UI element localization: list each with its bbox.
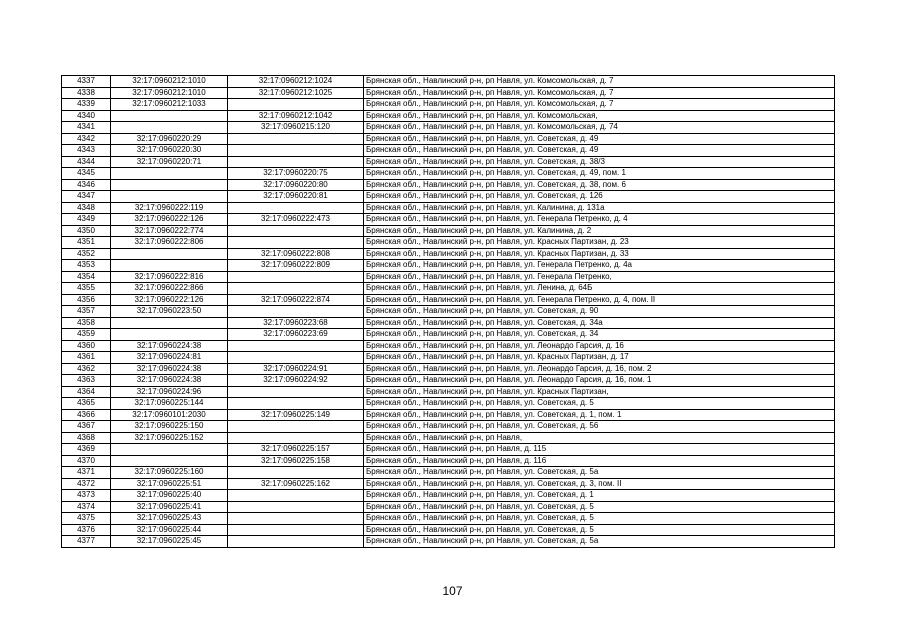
table-row xyxy=(62,363,835,375)
table-row xyxy=(62,306,835,318)
related-cadastral-number-cell xyxy=(228,421,364,433)
related-cadastral-number-cell: 32:17:0960222:808 xyxy=(228,248,364,260)
cadastral-number-cell: 32:17:0960225:152 xyxy=(111,432,228,444)
table-row xyxy=(62,536,835,548)
row-number-cell: 4355 xyxy=(62,283,111,295)
table-row xyxy=(62,329,835,341)
row-number-cell: 4376 xyxy=(62,524,111,536)
row-number-cell: 4351 xyxy=(62,237,111,249)
cadastral-number-cell: 32:17:0960222:119 xyxy=(111,202,228,214)
address-cell: Брянская обл., Навлинский р-н, рп Навля, ул. Комсомольская, д. 7 xyxy=(364,76,835,88)
cadastral-number-cell: 32:17:0960222:866 xyxy=(111,283,228,295)
table-row xyxy=(62,317,835,329)
row-number-cell: 4338 xyxy=(62,87,111,99)
row-number-cell: 4360 xyxy=(62,340,111,352)
related-cadastral-number-cell xyxy=(228,99,364,111)
table-row xyxy=(62,99,835,111)
table-row xyxy=(62,202,835,214)
address-cell: Брянская обл., Навлинский р-н, рп Навля, ул. Советская, д. 34 xyxy=(364,329,835,341)
address-cell: Брянская обл., Навлинский р-н, рп Навля, ул. Генерала Петренко, д. 4а xyxy=(364,260,835,272)
registry-table-body xyxy=(62,76,835,548)
table-row xyxy=(62,122,835,134)
address-cell: Брянская обл., Навлинский р-н, рп Навля, ул. Советская, д. 1, пом. 1 xyxy=(364,409,835,421)
row-number-cell: 4339 xyxy=(62,99,111,111)
address-cell: Брянская обл., Навлинский р-н, рп Навля, ул. Леонардо Гарсия, д. 16, пом. 1 xyxy=(364,375,835,387)
table-row xyxy=(62,398,835,410)
row-number-cell: 4356 xyxy=(62,294,111,306)
row-number-cell: 4373 xyxy=(62,490,111,502)
row-number-cell: 4337 xyxy=(62,76,111,88)
cadastral-number-cell xyxy=(111,260,228,272)
cadastral-number-cell xyxy=(111,122,228,134)
cadastral-number-cell: 32:17:0960225:51 xyxy=(111,478,228,490)
row-number-cell: 4365 xyxy=(62,398,111,410)
address-cell: Брянская обл., Навлинский р-н, рп Навля, ул. Советская, д. 34а xyxy=(364,317,835,329)
row-number-cell: 4348 xyxy=(62,202,111,214)
table-row xyxy=(62,237,835,249)
related-cadastral-number-cell: 32:17:0960223:69 xyxy=(228,329,364,341)
table-row xyxy=(62,248,835,260)
address-cell: Брянская обл., Навлинский р-н, рп Навля, ул. Советская, д. 56 xyxy=(364,421,835,433)
table-row xyxy=(62,271,835,283)
address-cell: Брянская обл., Навлинский р-н, рп Навля, ул. Красных Партизан, xyxy=(364,386,835,398)
cadastral-number-cell: 32:17:0960225:160 xyxy=(111,467,228,479)
related-cadastral-number-cell: 32:17:0960212:1024 xyxy=(228,76,364,88)
row-number-cell: 4350 xyxy=(62,225,111,237)
address-cell: Брянская обл., Навлинский р-н, рп Навля, ул. Генерала Петренко, xyxy=(364,271,835,283)
row-number-cell: 4371 xyxy=(62,467,111,479)
address-cell: Брянская обл., Навлинский р-н, рп Навля, ул. Советская, д. 5 xyxy=(364,398,835,410)
row-number-cell: 4369 xyxy=(62,444,111,456)
address-cell: Брянская обл., Навлинский р-н, рп Навля, ул. Советская, д. 5 xyxy=(364,501,835,513)
table-row xyxy=(62,225,835,237)
related-cadastral-number-cell xyxy=(228,432,364,444)
address-cell: Брянская обл., Навлинский р-н, рп Навля, xyxy=(364,432,835,444)
cadastral-number-cell: 32:17:0960224:38 xyxy=(111,375,228,387)
table-row xyxy=(62,110,835,122)
related-cadastral-number-cell: 32:17:0960225:157 xyxy=(228,444,364,456)
related-cadastral-number-cell: 32:17:0960220:80 xyxy=(228,179,364,191)
table-row xyxy=(62,478,835,490)
row-number-cell: 4344 xyxy=(62,156,111,168)
related-cadastral-number-cell xyxy=(228,467,364,479)
cadastral-number-cell: 32:17:0960222:816 xyxy=(111,271,228,283)
row-number-cell: 4340 xyxy=(62,110,111,122)
cadastral-number-cell: 32:17:0960222:126 xyxy=(111,214,228,226)
table-row xyxy=(62,444,835,456)
address-cell: Брянская обл., Навлинский р-н, рп Навля, ул. Советская, д. 5 xyxy=(364,513,835,525)
address-cell: Брянская обл., Навлинский р-н, рп Навля, ул. Советская, д. 49, пом. 1 xyxy=(364,168,835,180)
address-cell: Брянская обл., Навлинский р-н, рп Навля, ул. Советская, д. 49 xyxy=(364,145,835,157)
row-number-cell: 4343 xyxy=(62,145,111,157)
table-row xyxy=(62,145,835,157)
cadastral-number-cell: 32:17:0960220:71 xyxy=(111,156,228,168)
row-number-cell: 4358 xyxy=(62,317,111,329)
related-cadastral-number-cell xyxy=(228,271,364,283)
related-cadastral-number-cell xyxy=(228,513,364,525)
cadastral-number-cell: 32:17:0960220:30 xyxy=(111,145,228,157)
cadastral-number-cell: 32:17:0960223:50 xyxy=(111,306,228,318)
table-row xyxy=(62,156,835,168)
cadastral-number-cell xyxy=(111,191,228,203)
related-cadastral-number-cell xyxy=(228,156,364,168)
table-row xyxy=(62,340,835,352)
cadastral-number-cell: 32:17:0960222:126 xyxy=(111,294,228,306)
table-row xyxy=(62,168,835,180)
related-cadastral-number-cell xyxy=(228,340,364,352)
table-row xyxy=(62,133,835,145)
related-cadastral-number-cell: 32:17:0960220:75 xyxy=(228,168,364,180)
address-cell: Брянская обл., Навлинский р-н, рп Навля, ул. Леонардо Гарсия, д. 16 xyxy=(364,340,835,352)
address-cell: Брянская обл., Навлинский р-н, рп Навля, ул. Ленина, д. 64Б xyxy=(364,283,835,295)
related-cadastral-number-cell: 32:17:0960225:149 xyxy=(228,409,364,421)
address-cell: Брянская обл., Навлинский р-н, рп Навля, д. 115 xyxy=(364,444,835,456)
address-cell: Брянская обл., Навлинский р-н, рп Навля, д. 116 xyxy=(364,455,835,467)
related-cadastral-number-cell: 32:17:0960222:473 xyxy=(228,214,364,226)
table-row xyxy=(62,421,835,433)
row-number-cell: 4346 xyxy=(62,179,111,191)
related-cadastral-number-cell: 32:17:0960225:158 xyxy=(228,455,364,467)
row-number-cell: 4353 xyxy=(62,260,111,272)
page-number: 107 xyxy=(442,584,463,598)
table-row xyxy=(62,87,835,99)
cadastral-number-cell: 32:17:0960224:81 xyxy=(111,352,228,364)
related-cadastral-number-cell xyxy=(228,133,364,145)
cadastral-number-cell: 32:17:0960224:38 xyxy=(111,363,228,375)
table-row xyxy=(62,375,835,387)
address-cell: Брянская обл., Навлинский р-н, рп Навля, ул. Советская, д. 5 xyxy=(364,524,835,536)
table-row xyxy=(62,455,835,467)
table-row xyxy=(62,467,835,479)
row-number-cell: 4368 xyxy=(62,432,111,444)
table-row xyxy=(62,260,835,272)
cadastral-number-cell: 32:17:0960225:44 xyxy=(111,524,228,536)
related-cadastral-number-cell xyxy=(228,536,364,548)
address-cell: Брянская обл., Навлинский р-н, рп Навля, ул. Советская, д. 3, пом. II xyxy=(364,478,835,490)
row-number-cell: 4377 xyxy=(62,536,111,548)
table-row xyxy=(62,191,835,203)
table-row xyxy=(62,513,835,525)
related-cadastral-number-cell xyxy=(228,398,364,410)
address-cell: Брянская обл., Навлинский р-н, рп Навля, ул. Советская, д. 49 xyxy=(364,133,835,145)
related-cadastral-number-cell xyxy=(228,145,364,157)
table-row xyxy=(62,409,835,421)
address-cell: Брянская обл., Навлинский р-н, рп Навля, ул. Генерала Петренко, д. 4 xyxy=(364,214,835,226)
related-cadastral-number-cell: 32:17:0960224:91 xyxy=(228,363,364,375)
address-cell: Брянская обл., Навлинский р-н, рп Навля, ул. Советская, д. 5а xyxy=(364,467,835,479)
cadastral-number-cell: 32:17:0960225:40 xyxy=(111,490,228,502)
row-number-cell: 4363 xyxy=(62,375,111,387)
address-cell: Брянская обл., Навлинский р-н, рп Навля, ул. Советская, д. 38/3 xyxy=(364,156,835,168)
row-number-cell: 4347 xyxy=(62,191,111,203)
cadastral-number-cell xyxy=(111,248,228,260)
cadastral-number-cell: 32:17:0960225:45 xyxy=(111,536,228,548)
cadastral-number-cell: 32:17:0960225:43 xyxy=(111,513,228,525)
related-cadastral-number-cell xyxy=(228,524,364,536)
related-cadastral-number-cell: 32:17:0960215:120 xyxy=(228,122,364,134)
table-row xyxy=(62,386,835,398)
address-cell: Брянская обл., Навлинский р-н, рп Навля, ул. Советская, д. 90 xyxy=(364,306,835,318)
address-cell: Брянская обл., Навлинский р-н, рп Навля, ул. Красных Партизан, д. 23 xyxy=(364,237,835,249)
related-cadastral-number-cell xyxy=(228,306,364,318)
row-number-cell: 4366 xyxy=(62,409,111,421)
table-row xyxy=(62,352,835,364)
table-row xyxy=(62,283,835,295)
related-cadastral-number-cell: 32:17:0960220:81 xyxy=(228,191,364,203)
related-cadastral-number-cell xyxy=(228,501,364,513)
related-cadastral-number-cell xyxy=(228,386,364,398)
cadastral-number-cell: 32:17:0960225:150 xyxy=(111,421,228,433)
cadastral-number-cell xyxy=(111,455,228,467)
address-cell: Брянская обл., Навлинский р-н, рп Навля, ул. Советская, д. 5а xyxy=(364,536,835,548)
related-cadastral-number-cell xyxy=(228,202,364,214)
cadastral-number-cell: 32:17:0960220:29 xyxy=(111,133,228,145)
cadastral-number-cell xyxy=(111,179,228,191)
address-cell: Брянская обл., Навлинский р-н, рп Навля, ул. Советская, д. 1 xyxy=(364,490,835,502)
cadastral-number-cell: 32:17:0960225:144 xyxy=(111,398,228,410)
row-number-cell: 4341 xyxy=(62,122,111,134)
address-cell: Брянская обл., Навлинский р-н, рп Навля, ул. Калинина, д. 131а xyxy=(364,202,835,214)
cadastral-number-cell: 32:17:0960225:41 xyxy=(111,501,228,513)
cadastral-number-cell: 32:17:0960224:96 xyxy=(111,386,228,398)
related-cadastral-number-cell: 32:17:0960222:874 xyxy=(228,294,364,306)
row-number-cell: 4370 xyxy=(62,455,111,467)
row-number-cell: 4375 xyxy=(62,513,111,525)
table-row xyxy=(62,214,835,226)
address-cell: Брянская обл., Навлинский р-н, рп Навля, ул. Комсомольская, д. 74 xyxy=(364,122,835,134)
row-number-cell: 4342 xyxy=(62,133,111,145)
address-cell: Брянская обл., Навлинский р-н, рп Навля, ул. Комсомольская, д. 7 xyxy=(364,87,835,99)
row-number-cell: 4374 xyxy=(62,501,111,513)
row-number-cell: 4367 xyxy=(62,421,111,433)
address-cell: Брянская обл., Навлинский р-н, рп Навля, ул. Красных Партизан, д. 17 xyxy=(364,352,835,364)
related-cadastral-number-cell xyxy=(228,352,364,364)
address-cell: Брянская обл., Навлинский р-н, рп Навля, ул. Генерала Петренко, д. 4, пом. II xyxy=(364,294,835,306)
cadastral-number-cell: 32:17:0960222:806 xyxy=(111,237,228,249)
related-cadastral-number-cell: 32:17:0960222:809 xyxy=(228,260,364,272)
related-cadastral-number-cell xyxy=(228,225,364,237)
related-cadastral-number-cell: 32:17:0960224:92 xyxy=(228,375,364,387)
address-cell: Брянская обл., Навлинский р-н, рп Навля, ул. Леонардо Гарсия, д. 16, пом. 2 xyxy=(364,363,835,375)
cadastral-number-cell: 32:17:0960212:1010 xyxy=(111,76,228,88)
related-cadastral-number-cell: 32:17:0960223:68 xyxy=(228,317,364,329)
cadastral-number-cell: 32:17:0960101:2030 xyxy=(111,409,228,421)
row-number-cell: 4361 xyxy=(62,352,111,364)
row-number-cell: 4372 xyxy=(62,478,111,490)
related-cadastral-number-cell xyxy=(228,283,364,295)
cadastral-number-cell: 32:17:0960212:1010 xyxy=(111,87,228,99)
cadastral-number-cell xyxy=(111,317,228,329)
cadastral-number-cell: 32:17:0960224:38 xyxy=(111,340,228,352)
table-row xyxy=(62,294,835,306)
cadastral-number-cell: 32:17:0960212:1033 xyxy=(111,99,228,111)
table-row xyxy=(62,490,835,502)
row-number-cell: 4354 xyxy=(62,271,111,283)
row-number-cell: 4362 xyxy=(62,363,111,375)
related-cadastral-number-cell: 32:17:0960225:162 xyxy=(228,478,364,490)
registry-table xyxy=(61,75,835,548)
cadastral-number-cell xyxy=(111,444,228,456)
address-cell: Брянская обл., Навлинский р-н, рп Навля, ул. Красных Партизан, д. 33 xyxy=(364,248,835,260)
related-cadastral-number-cell xyxy=(228,490,364,502)
row-number-cell: 4352 xyxy=(62,248,111,260)
cadastral-number-cell xyxy=(111,168,228,180)
table-row xyxy=(62,501,835,513)
row-number-cell: 4364 xyxy=(62,386,111,398)
cadastral-number-cell: 32:17:0960222:774 xyxy=(111,225,228,237)
related-cadastral-number-cell: 32:17:0960212:1042 xyxy=(228,110,364,122)
row-number-cell: 4349 xyxy=(62,214,111,226)
cadastral-number-cell xyxy=(111,110,228,122)
address-cell: Брянская обл., Навлинский р-н, рп Навля, ул. Комсомольская, д. 7 xyxy=(364,99,835,111)
address-cell: Брянская обл., Навлинский р-н, рп Навля, ул. Комсомольская, xyxy=(364,110,835,122)
table-row xyxy=(62,76,835,88)
related-cadastral-number-cell: 32:17:0960212:1025 xyxy=(228,87,364,99)
cadastral-number-cell xyxy=(111,329,228,341)
table-row xyxy=(62,524,835,536)
table-row xyxy=(62,432,835,444)
row-number-cell: 4345 xyxy=(62,168,111,180)
table-row xyxy=(62,179,835,191)
address-cell: Брянская обл., Навлинский р-н, рп Навля, ул. Советская, д. 126 xyxy=(364,191,835,203)
related-cadastral-number-cell xyxy=(228,237,364,249)
row-number-cell: 4357 xyxy=(62,306,111,318)
address-cell: Брянская обл., Навлинский р-н, рп Навля, ул. Калинина, д. 2 xyxy=(364,225,835,237)
row-number-cell: 4359 xyxy=(62,329,111,341)
address-cell: Брянская обл., Навлинский р-н, рп Навля, ул. Советская, д. 38, пом. 6 xyxy=(364,179,835,191)
